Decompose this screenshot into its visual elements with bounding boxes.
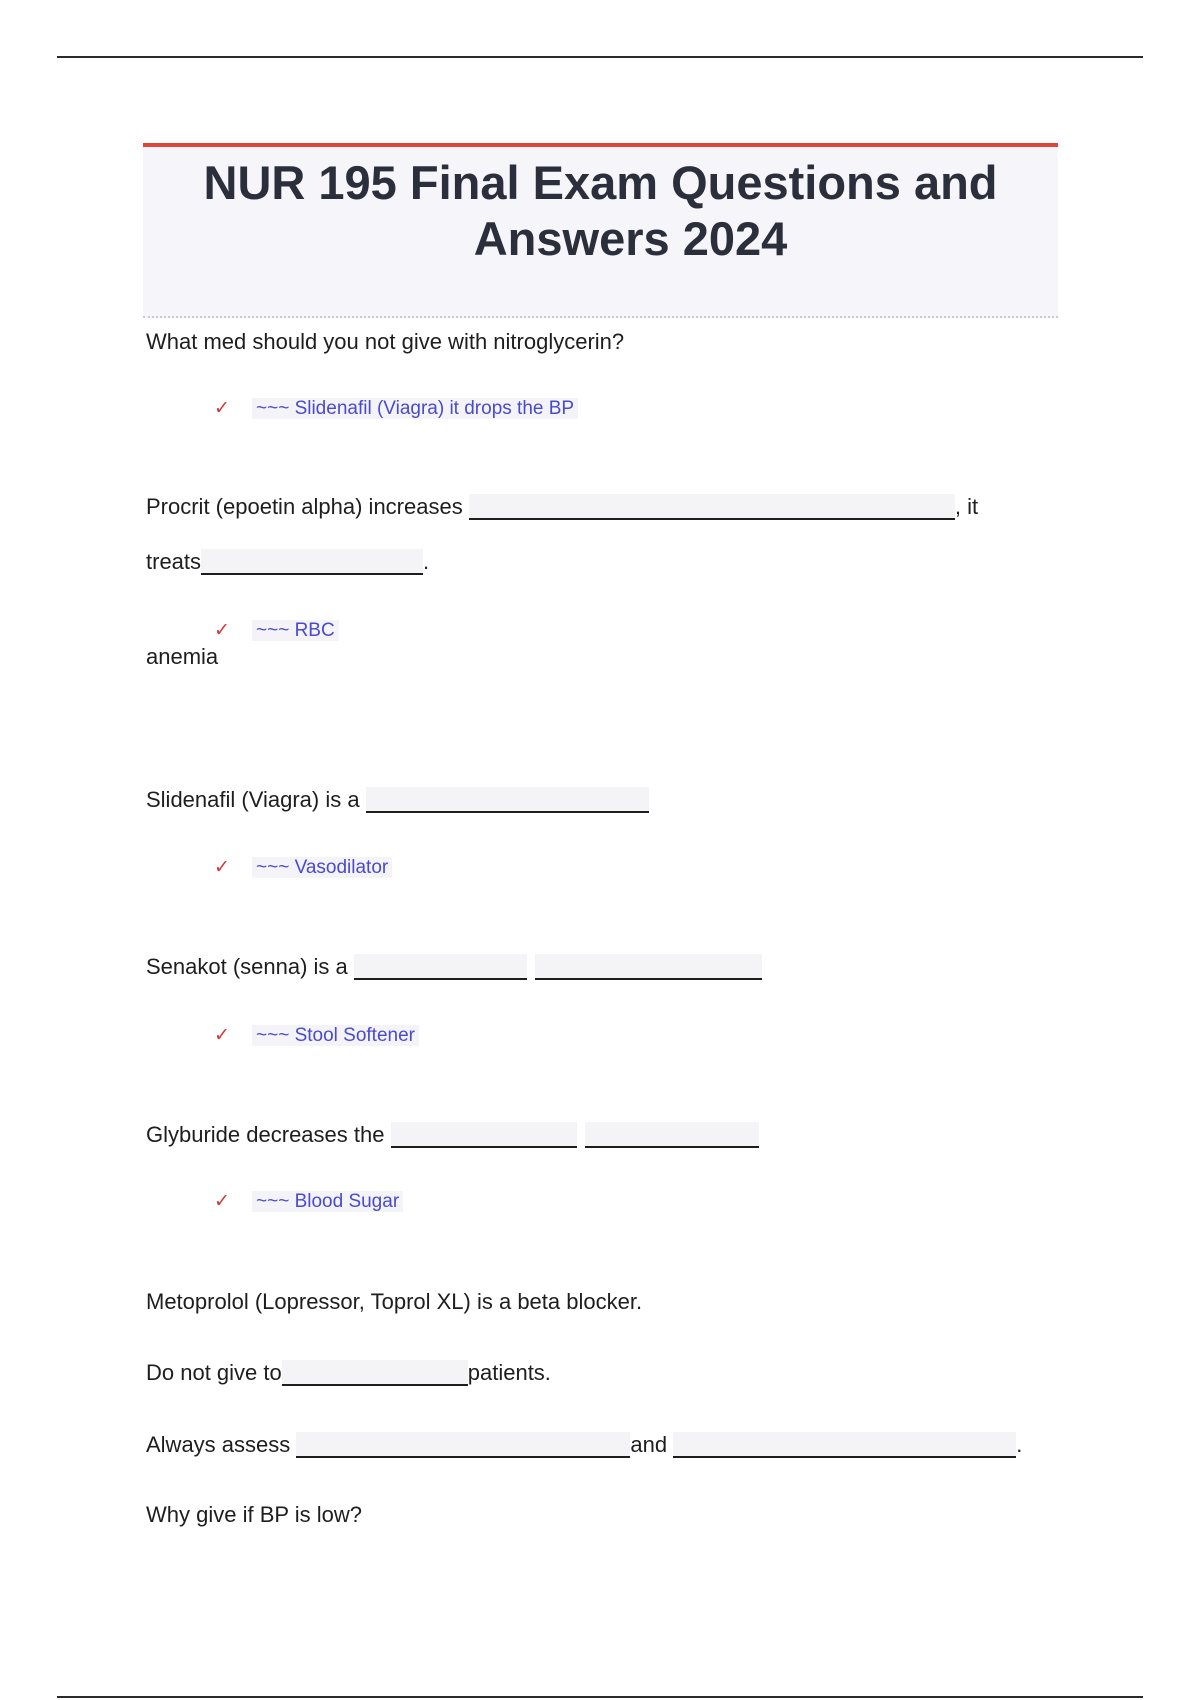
- blank-field: [296, 1432, 630, 1458]
- answer-3: [214, 855, 392, 881]
- question-6-line-1: Metoprolol (Lopressor, Toprol XL) is a beta blocker.: [146, 1289, 643, 1314]
- answer-1: [214, 396, 578, 422]
- blank-field: [673, 1432, 1016, 1458]
- question-5: [146, 1120, 759, 1150]
- question-6-text-3: Always assess: [146, 1432, 291, 1457]
- blank-field: [535, 954, 762, 980]
- question-2-line-2: [146, 547, 429, 577]
- question-3: [146, 785, 649, 815]
- question-6-line-2: [146, 1358, 551, 1388]
- question-6-line-3: [146, 1430, 1022, 1460]
- answer-2-extra: anemia: [146, 644, 219, 669]
- answer-4-text: ~~~ Stool Softener: [252, 1025, 419, 1046]
- question-6-text-3-mid: and: [630, 1432, 668, 1457]
- check-mark-icon: ✓: [214, 620, 230, 641]
- blank-field: [282, 1360, 468, 1386]
- blank-field: [469, 494, 955, 520]
- answer-1-text: ~~~ Slidenafil (Viagra) it drops the BP: [252, 398, 578, 419]
- bottom-rule: [57, 1696, 1143, 1698]
- question-6-text-2-end: patients.: [467, 1360, 551, 1385]
- question-2-line-1: [146, 492, 978, 522]
- blank-field: [585, 1122, 759, 1148]
- answer-2: [214, 618, 339, 644]
- question-6-text-3-end: .: [1016, 1432, 1023, 1457]
- answer-4: [214, 1023, 419, 1049]
- title-line-1: NUR 195 Final Exam Questions and: [203, 156, 998, 209]
- answer-2-text: ~~~ RBC: [252, 620, 339, 641]
- answer-5-text: ~~~ Blood Sugar: [252, 1191, 403, 1212]
- title-line-2: Answers 2024: [473, 212, 788, 265]
- question-6-line-4: Why give if BP is low?: [146, 1502, 363, 1527]
- question-2-text-2: treats: [146, 549, 202, 574]
- check-mark-icon: ✓: [214, 398, 230, 419]
- question-2-text: Procrit (epoetin alpha) increases: [146, 494, 463, 519]
- question-4-text: Senakot (senna) is a: [146, 954, 348, 979]
- answer-3-text: ~~~ Vasodilator: [252, 857, 392, 878]
- blank-field: [201, 549, 423, 575]
- check-mark-icon: ✓: [214, 1025, 230, 1046]
- question-1: What med should you not give with nitroglycerin?: [146, 329, 625, 354]
- blank-field: [354, 954, 527, 980]
- question-6-text-2: Do not give to: [146, 1360, 282, 1385]
- check-mark-icon: ✓: [214, 1191, 230, 1212]
- blank-field: [391, 1122, 577, 1148]
- question-3-text: Slidenafil (Viagra) is a: [146, 787, 360, 812]
- question-4: [146, 952, 762, 982]
- title-box: [143, 143, 1058, 318]
- top-rule: [57, 56, 1143, 58]
- question-2-end: , it: [954, 494, 979, 519]
- document-title: [143, 155, 1058, 267]
- check-mark-icon: ✓: [214, 857, 230, 878]
- question-2-end-2: .: [423, 549, 430, 574]
- question-5-text: Glyburide decreases the: [146, 1122, 385, 1147]
- answer-5: [214, 1189, 403, 1215]
- blank-field: [366, 787, 649, 813]
